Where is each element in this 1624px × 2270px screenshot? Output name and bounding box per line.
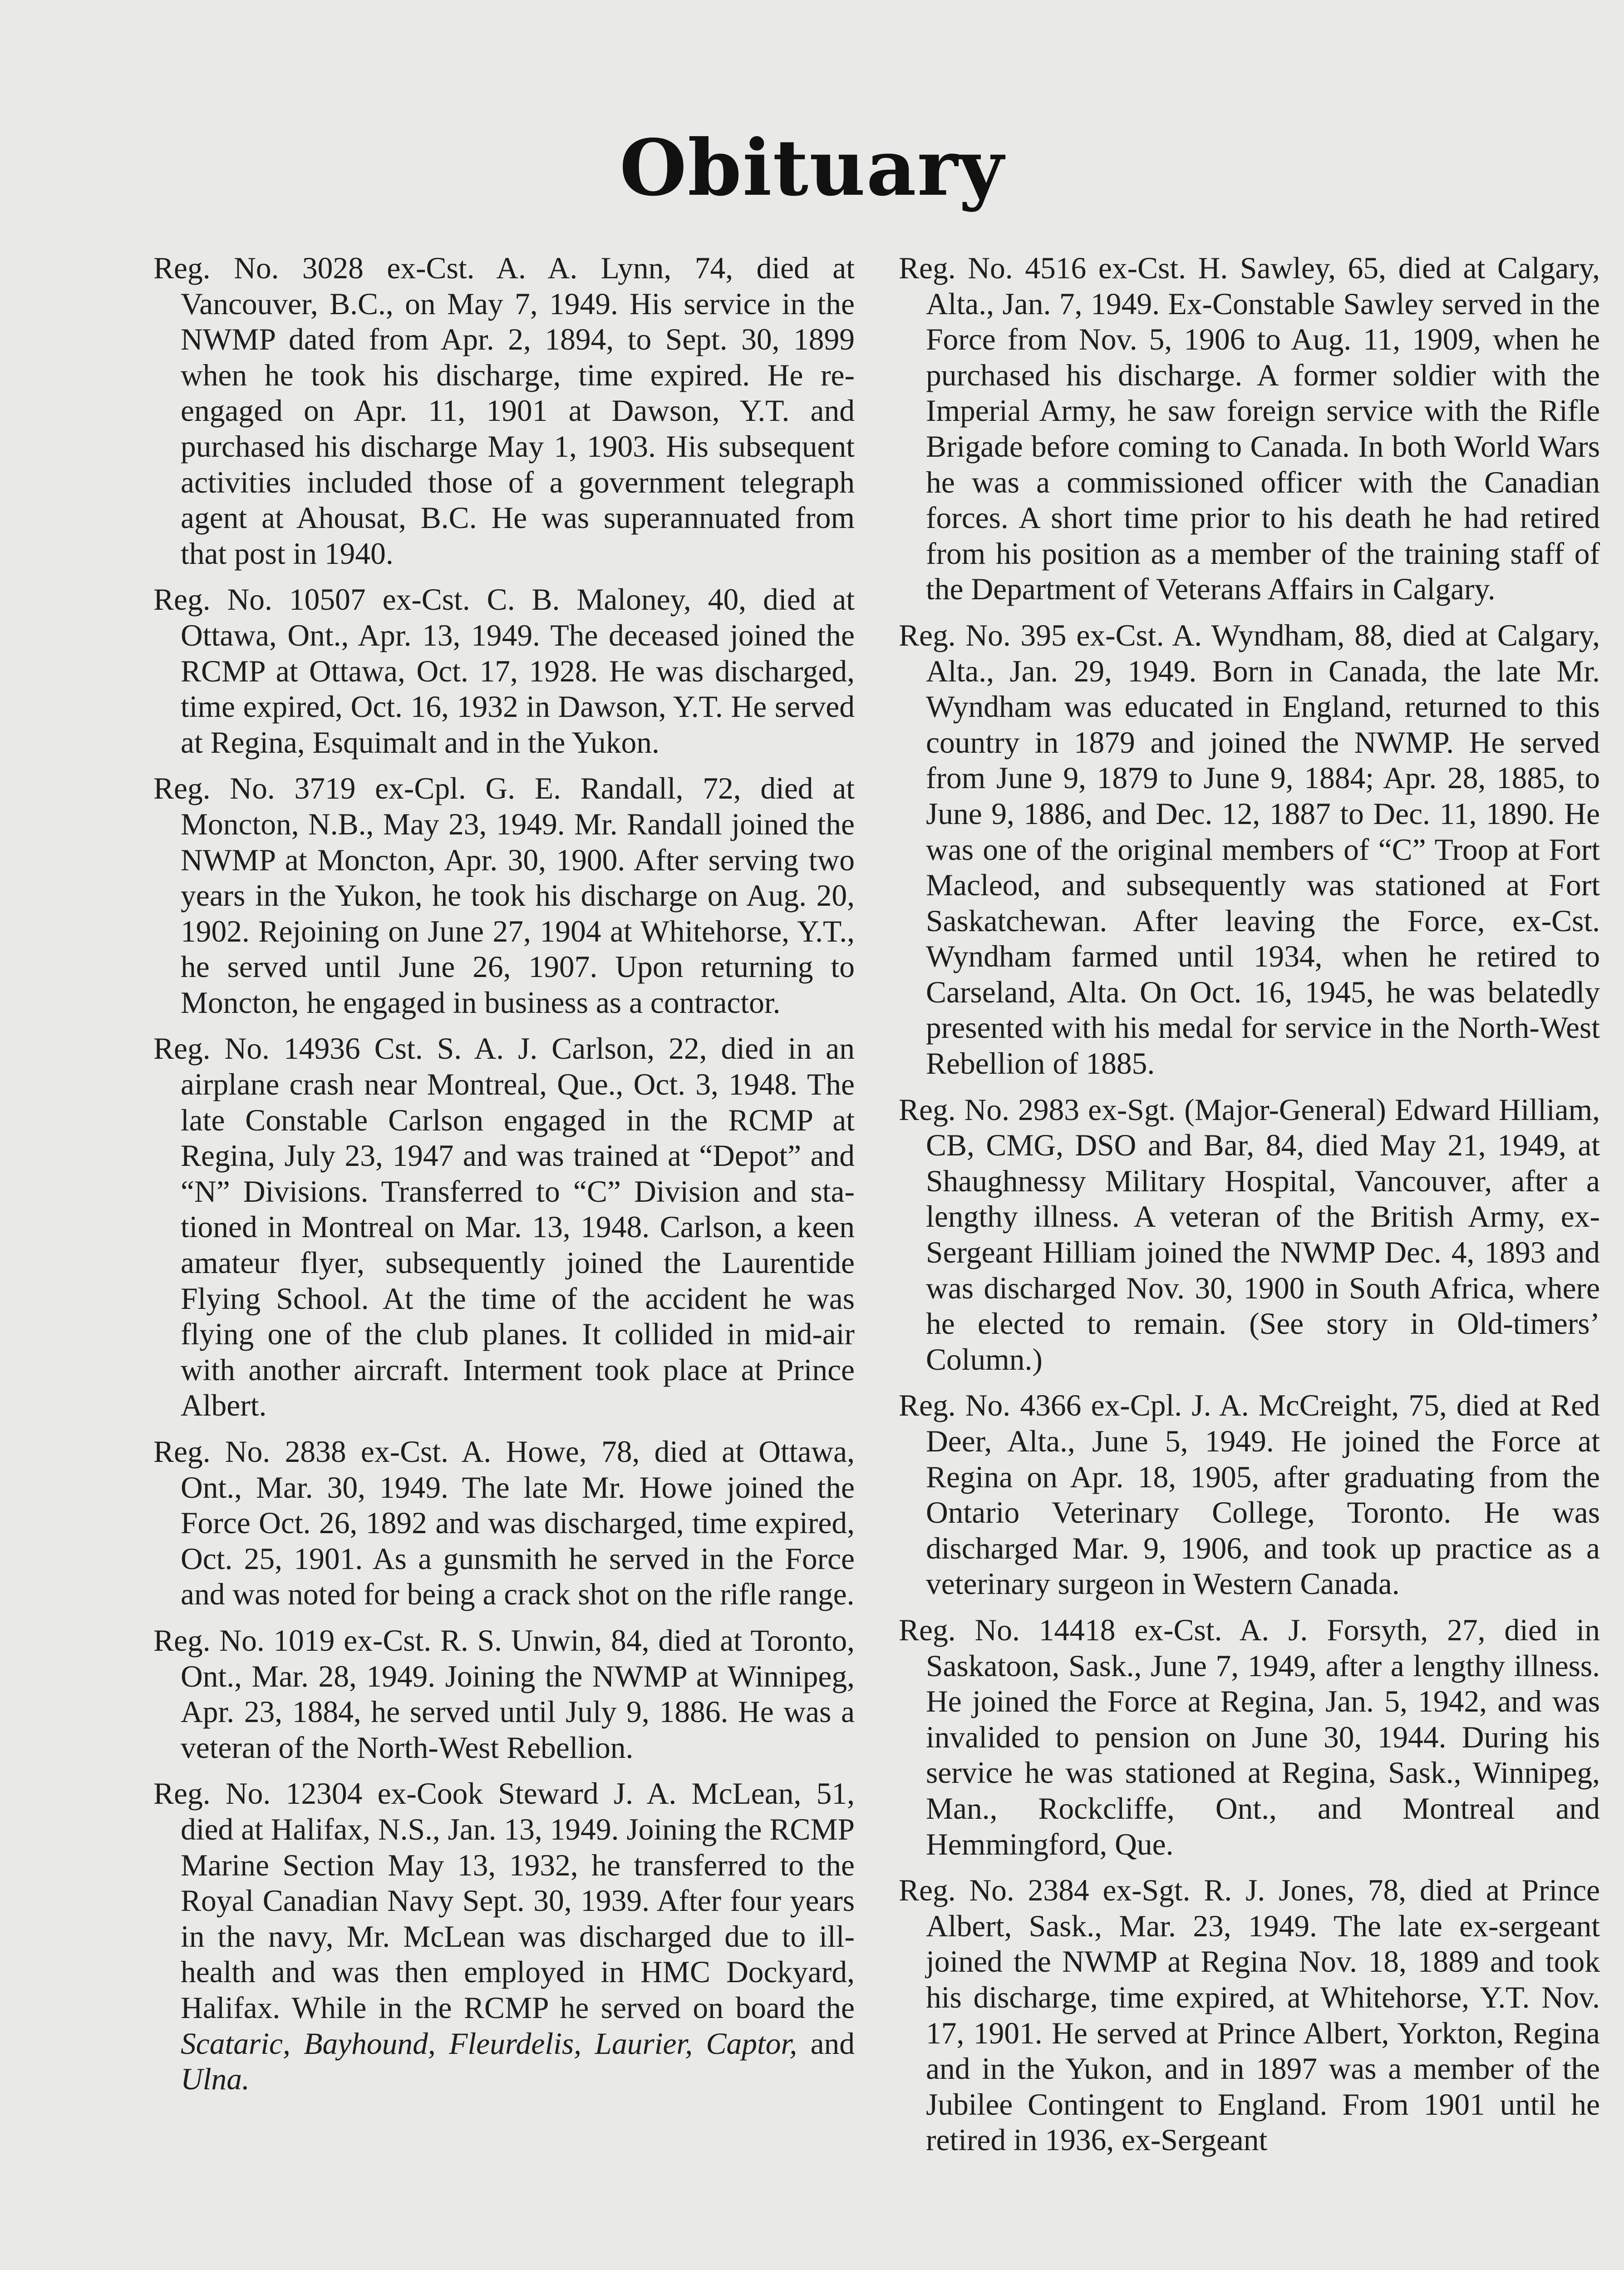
page-title: Obituary (619, 123, 1005, 213)
ship-name: Bayhound, (304, 2026, 436, 2061)
ship-name: Captor, (706, 2026, 797, 2061)
left-column (153, 251, 855, 2108)
obituary-entry-howe: Reg. No. 2838 ex-Cst. A. Howe, 78, died at Ottawa, Ont., Mar. 30, 1949. The late Mr. Howe joined the Force Oct. 26, 1892 and was discharged, time expired, Oct. 25, 1901. As a gunsmith he served in the Force and was noted for being a crack shot on the rifle range. (153, 1435, 855, 1612)
obituary-entry-wyndham: Reg. No. 395 ex-Cst. A. Wyndham, 88, died at Calgary, Alta., Jan. 29, 1949. Born in Canada, the late Mr. Wyndham was educated in England, returned to this country in 1879 and joined the NWMP. He served from June 9, 1879 to June 9, 1884; Apr. 28, 1885, to June 9, 1886, and Dec. 12, 1887 to Dec. 11, 1890. He was one of the original members of “C” Troop at Fort Macleod, and subsequently was stationed at Fort Saskatchewan. After leaving the Force, ex-Cst. Wyndham farmed until 1934, when he retired to Carseland, Alta. On Oct. 16, 1945, he was belatedly presented with his medal for service in the North-West Rebellion of 1885. (899, 618, 1600, 1081)
obituary-entry-hilliam: Reg. No. 2983 ex-Sgt. (Major-General) Edward Hilliam, CB, CMG, DSO and Bar, 84, died May 21, 1949, at Shaughnessy Military Hospital, Vancouver, after a lengthy illness. A veteran of the British Army, ex-Sergeant Hilliam joined the NWMP Dec. 4, 1893 and was discharged Nov. 30, 1900 in South Africa, where he elected to remain. (See story in Old-timers’ Column.) (899, 1092, 1600, 1377)
obituary-entry-jones: Reg. No. 2384 ex-Sgt. R. J. Jones, 78, died at Prince Albert, Sask., Mar. 23, 1949. The late ex-sergeant joined the NWMP at Regina Nov. 18, 1889 and took his discharge, time expired, at Whitehorse, Y.T. Nov. 17, 1901. He served at Prince Albert, Yorkton, Regina and in the Yukon, and in 1897 was a member of the Jubilee Contingent to England. From 1901 until he retired in 1936, ex-Sergeant (899, 1873, 1600, 2157)
ship-name: Fleurdelis, (449, 2026, 582, 2061)
mclean-entry-text: Reg. No. 12304 ex-Cook Steward J. A. McLean, 51, died at Halifax, N.S., Jan. 13, 1949. Joining the RCMP Marine Section May 13, 1932, he transferred to the Royal Canadian Navy Sept. 30, 1939. After four years in the navy, Mr. McLean was discharged due to ill-health and was then employed in HMC Dockyard, Halifax. While in the RCMP he served on board the (153, 1777, 855, 2025)
ship-name: Ulna. (181, 2062, 250, 2097)
ship-name: Laurier, (595, 2026, 693, 2061)
obituary-entry-randall: Reg. No. 3719 ex-Cpl. G. E. Randall, 72, died at Moncton, N.B., May 23, 1949. Mr. Randall joined the NWMP at Moncton, Apr. 30, 1900. After serving two years in the Yukon, he took his discharge on Aug. 20, 1902. Rejoining on June 27, 1904 at Whitehorse, Y.T., he served until June 26, 1907. Upon returning to Moncton, he engaged in business as a contractor. (153, 771, 855, 1020)
ship-name: Scataric, (181, 2026, 290, 2061)
obituary-entry-lynn: Reg. No. 3028 ex-Cst. A. A. Lynn, 74, died at Vancouver, B.C., on May 7, 1949. His service in the NWMP dated from Apr. 2, 1894, to Sept. 30, 1899 when he took his discharge, time expired. He re-engaged on Apr. 11, 1901 at Dawson, Y.T. and purchased his discharge May 1, 1903. His subsequent activities included those of a government telegraph agent at Ahousat, B.C. He was superannuated from that post in 1940. (153, 251, 855, 571)
obituary-entry-forsyth: Reg. No. 14418 ex-Cst. A. J. Forsyth, 27, died in Saskatoon, Sask., June 7, 1949, after a lengthy illness. He joined the Force at Regina, Jan. 5, 1942, and was invalided to pension on June 30, 1944. During his service he was stationed at Regina, Sask., Winnipeg, Man., Rockcliffe, Ont., and Montreal and Hemmingford, Que. (899, 1613, 1600, 1861)
obituary-entry-unwin: Reg. No. 1019 ex-Cst. R. S. Unwin, 84, died at Toronto, Ont., Mar. 28, 1949. Joining the NWMP at Winnipeg, Apr. 23, 1884, he served until July 9, 1886. He was a veteran of the North-West Rebellion. (153, 1623, 855, 1765)
obituary-entry-mclean (153, 1776, 855, 2097)
obituary-entry-mccreight: Reg. No. 4366 ex-Cpl. J. A. McCreight, 75, died at Red Deer, Alta., June 5, 1949. He joined the Force at Regina on Apr. 18, 1905, after graduating from the Ontario Veterinary College, Toronto. He was discharged Mar. 9, 1906, and took up practice as a veterinary surgeon in Western Canada. (899, 1388, 1600, 1601)
obituary-entry-carlson: Reg. No. 14936 Cst. S. A. J. Carlson, 22, died in an airplane crash near Montreal, Que., Oct. 3, 1948. The late Constable Carlson engaged in the RCMP at Regina, July 23, 1947 and was trained at “Depot” and “N” Divisions. Transferred to “C” Division and stationed in Montreal on Mar. 13, 1948. Carlson, a keen amateur flyer, subsequently joined the Laurentide Flying School. At the time of the accident he was flying one of the club planes. It collided in mid-air with another aircraft. Interment took place at Prince Albert. (153, 1031, 855, 1423)
obituary-entry-sawley: Reg. No. 4516 ex-Cst. H. Sawley, 65, died at Calgary, Alta., Jan. 7, 1949. Ex-Constable Sawley served in the Force from Nov. 5, 1906 to Aug. 11, 1909, when he purchased his discharge. A former soldier with the Imperial Army, he saw foreign service with the Rifle Brigade before coming to Canada. In both World Wars he was a commissioned officer with the Canadian forces. A short time prior to his death he had retired from his position as a member of the training staff of the Department of Veterans Affairs in Calgary. (899, 251, 1600, 607)
right-column (899, 251, 1600, 2169)
obituary-entry-maloney: Reg. No. 10507 ex-Cst. C. B. Maloney, 40, died at Ottawa, Ont., Apr. 13, 1949. The deceased joined the RCMP at Ottawa, Oct. 17, 1928. He was discharged, time expired, Oct. 16, 1932 in Dawson, Y.T. He served at Regina, Esquimalt and in the Yukon. (153, 582, 855, 760)
mclean-and-word: and (810, 2026, 855, 2061)
